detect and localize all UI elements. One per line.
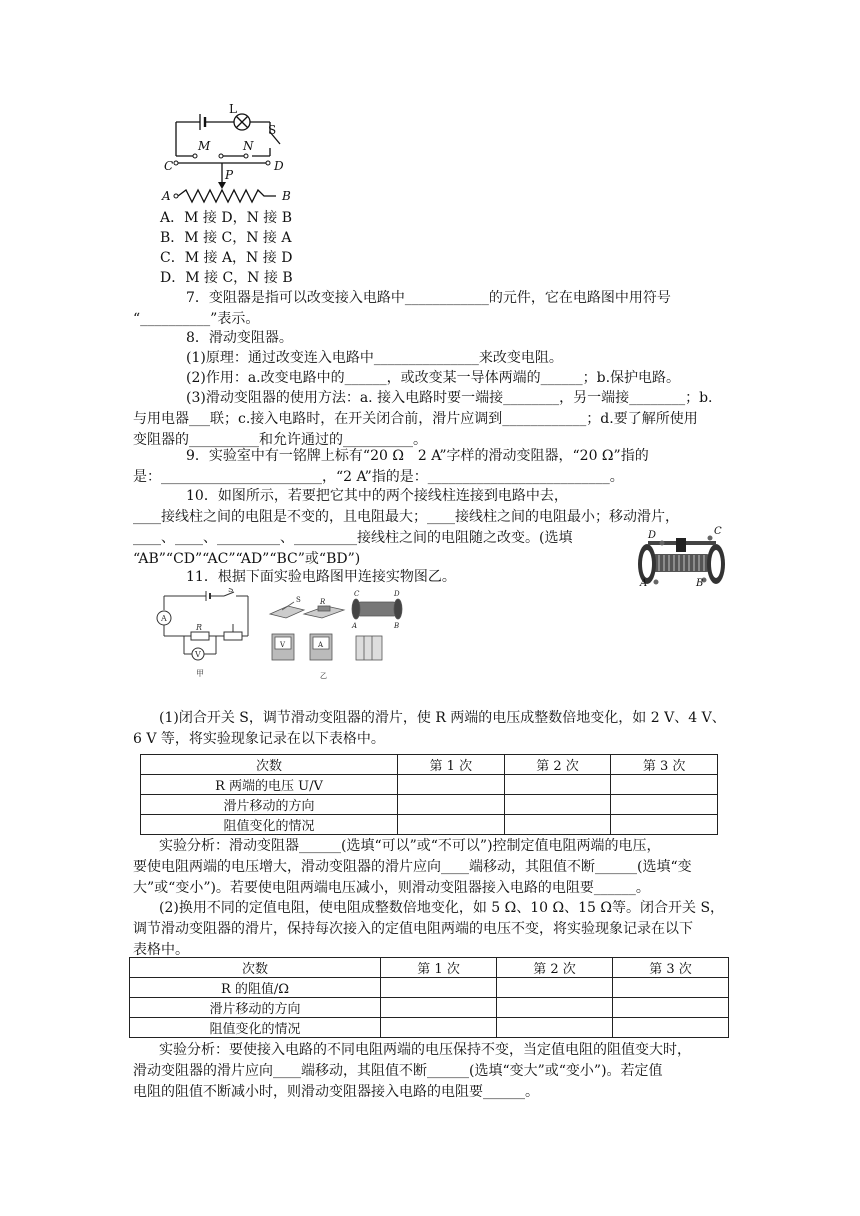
part2-line: 表格中。 (133, 942, 189, 958)
table-cell (611, 795, 718, 815)
table-cell (611, 815, 718, 835)
rheostat-label-C: C (714, 526, 722, 537)
fig-jia-ammeter: A (161, 614, 167, 623)
table-cell (611, 775, 718, 795)
q7-line: “__________”表示。 (133, 311, 260, 327)
fig-yi-voltmeter: V (280, 641, 286, 649)
table-1 (140, 754, 718, 835)
q8-3-line: 与用电器___联；c.接入电路时，在开关闭合前，滑片应调到____________；d.要了解所使用 (133, 411, 698, 427)
table-header-cell: 第 1 次 (381, 958, 497, 978)
q10-line: ____、____、_________、_________接线柱之间的电阻随之改变。(选填 (133, 530, 573, 546)
label-M: M (198, 139, 211, 153)
table-row-label: 滑片移动的方向 (130, 998, 381, 1018)
analysis-1 (133, 836, 692, 899)
table-cell (504, 795, 611, 815)
q6-option-a: A．M 接 D，N 接 B (160, 210, 293, 226)
circuit-diagram (158, 100, 298, 208)
table-row (130, 978, 729, 998)
table-cell (497, 1018, 613, 1038)
rheostat-label-A: A (640, 578, 648, 588)
components-figure-yi (264, 586, 410, 682)
q10-line: “AB”“CD”“AC”“AD”“BC”或“BD”) (133, 551, 361, 567)
table-cell (613, 998, 729, 1018)
table-header-cell: 次数 (141, 755, 398, 775)
analysis-2 (133, 1040, 691, 1103)
part1-intro (133, 708, 726, 750)
table-row (130, 1018, 729, 1038)
analysis2-line: 电阻的阻值不断减小时，则滑动变阻器接入电路的电阻要______。 (133, 1084, 539, 1100)
fig-jia-resistor: R (196, 623, 203, 632)
q8-3-line: (3)滑动变阻器的使用方法：a. 接入电路时要一端接________，另一端接________；b. (186, 390, 713, 406)
label-N: N (243, 139, 254, 153)
question-7 (133, 288, 671, 330)
table-row-label: 阻值变化的情况 (141, 815, 398, 835)
q10-line: 10．如图所示，若要把它其中的两个接线柱连接到电路中去， (186, 488, 568, 504)
q10-line: ____接线柱之间的电阻是不变的，且电阻最大；____接线柱之间的电阻最小；移动滑片， (133, 509, 679, 525)
q6-option-b: B．M 接 C，N 接 A (160, 230, 292, 246)
analysis1-line: 要使电阻两端的电压增大，滑动变阻器的滑片应向____端移动，其阻值不断______(选填“变 (133, 859, 692, 875)
label-A: A (162, 189, 171, 203)
circuit-diagram-jia (156, 588, 256, 680)
q8-part-1: (1)原理：通过改变连入电路中_______________来改变电阻。 (186, 350, 563, 366)
fig-yi-C: C (354, 590, 360, 598)
analysis1-line: 大”或“变小”)。若要使电阻两端电压减小，则滑动变阻器接入电路的电阻要______。 (133, 880, 650, 896)
label-D: D (274, 159, 284, 173)
table-row (130, 958, 729, 978)
table-row (141, 795, 718, 815)
fig-yi-resistor: R (320, 598, 326, 606)
q8-title: 8．滑动变阻器。 (186, 330, 293, 346)
label-S: S (268, 123, 277, 137)
table-row-label: R 两端的电压 U/V (141, 775, 398, 795)
table-row (141, 775, 718, 795)
table-header-cell: 第 3 次 (611, 755, 718, 775)
q9-line: 9．实验室中有一铭牌上标有“20 Ω 2 A”字样的滑动变阻器，“20 Ω”指的 (186, 448, 649, 464)
table-cell (381, 998, 497, 1018)
q7-line: 7．变阻器是指可以改变接入电路中____________的元件，它在电路图中用符号 (186, 290, 671, 306)
rheostat-label-D: D (648, 530, 657, 541)
fig-jia-voltmeter: V (195, 650, 201, 659)
analysis2-line: 滑动变阻器的滑片应向____端移动，其阻值不断______(选填“变大”或“变小”)。若定值 (133, 1063, 663, 1079)
table-header-cell: 第 3 次 (613, 958, 729, 978)
table-header-cell: 次数 (130, 958, 381, 978)
table-cell (497, 998, 613, 1018)
table-row (141, 755, 718, 775)
table-cell (497, 978, 613, 998)
analysis1-line: 实验分析：滑动变阻器______(选填“可以”或“不可以”)控制定值电阻两端的电压， (159, 838, 661, 854)
q8-part-2: (2)作用：a.改变电路中的______，或改变某一导体两端的______；b.保护电路。 (186, 370, 681, 386)
fig-yi-A: A (352, 622, 358, 630)
q9-line: 是：_______________________，“2 A”指的是：__________________________。 (133, 469, 624, 485)
q11-title: 11．根据下面实验电路图甲连接实物图乙。 (186, 569, 456, 585)
table-row-label: 滑片移动的方向 (141, 795, 398, 815)
analysis2-line: 实验分析：要使接入电路的不同电阻两端的电压保持不变，当定值电阻的阻值变大时， (159, 1042, 691, 1058)
fig-yi-ammeter: A (318, 641, 324, 649)
question-9 (133, 446, 649, 488)
fig-jia-switch: S (228, 588, 234, 594)
label-L: L (229, 102, 237, 116)
table-row-label: 阻值变化的情况 (130, 1018, 381, 1038)
part1-line: (1)闭合开关 S，调节滑动变阻器的滑片，使 R 两端的电压成整数倍地变化，如 2 V、4 V、 (159, 710, 726, 726)
table-cell (504, 775, 611, 795)
table-row (141, 815, 718, 835)
table-cell (398, 795, 505, 815)
table-cell (398, 775, 505, 795)
q6-option-c: C．M 接 A，N 接 D (160, 250, 293, 266)
label-P: P (225, 168, 234, 182)
q8-3-line: 变阻器的__________和允许通过的__________。 (133, 432, 427, 448)
table-cell (381, 1018, 497, 1038)
table-cell (381, 978, 497, 998)
table-header-cell: 第 1 次 (398, 755, 505, 775)
fig-yi-switch: S (296, 596, 301, 604)
fig-jia-caption: 甲 (196, 669, 204, 678)
q6-option-d: D．M 接 C，N 接 B (160, 270, 293, 286)
table-cell (398, 815, 505, 835)
table-row-label: R 的阻值/Ω (130, 978, 381, 998)
table-cell (504, 815, 611, 835)
part2-line: 调节滑动变阻器的滑片，保持每次接入的定值电阻两端的电压不变，将实验现象记录在以下 (133, 921, 693, 937)
table-row (130, 998, 729, 1018)
fig-yi-B: B (394, 622, 400, 630)
fig-yi-D: D (394, 590, 400, 598)
table-header-cell: 第 2 次 (497, 958, 613, 978)
fig-yi-caption: 乙 (320, 672, 327, 680)
part2-line: (2)换用不同的定值电阻，使电阻成整数倍地变化，如 5 Ω、10 Ω、15 Ω等。闭合开关 S， (159, 900, 725, 916)
table-cell (613, 978, 729, 998)
table-cell (613, 1018, 729, 1038)
label-B: B (282, 189, 291, 203)
sliding-rheostat-image (634, 526, 730, 588)
question-10 (133, 486, 679, 570)
q8-part-3 (133, 388, 713, 451)
part2-intro (133, 898, 724, 961)
part1-line: 6 V 等，将实验现象记录在以下表格中。 (133, 731, 385, 747)
table-header-cell: 第 2 次 (504, 755, 611, 775)
label-C: C (164, 159, 174, 173)
rheostat-label-B: B (696, 578, 704, 588)
table-2 (129, 957, 729, 1038)
